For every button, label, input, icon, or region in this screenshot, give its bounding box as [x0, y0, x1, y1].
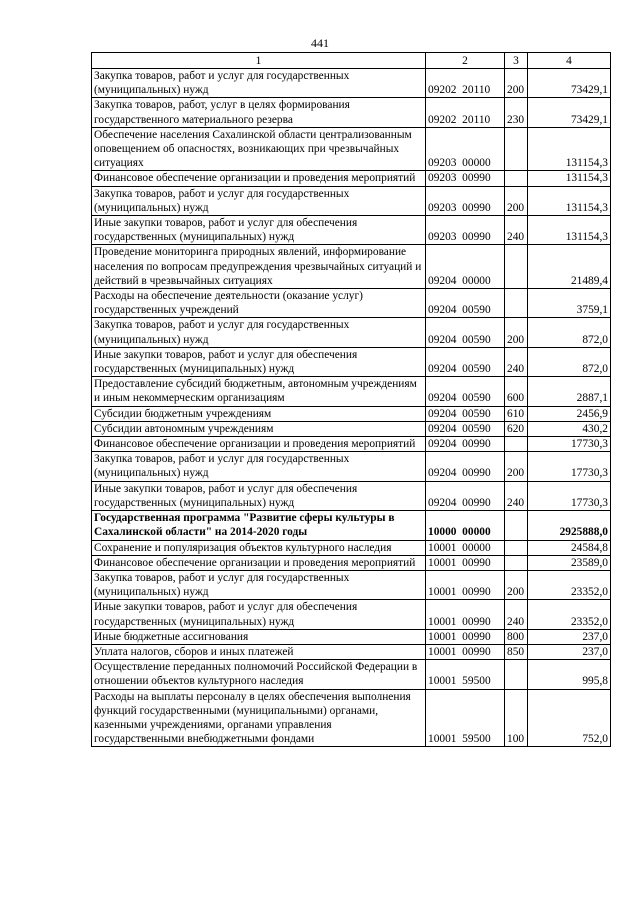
- table-row: [92, 555, 611, 570]
- row-amount-cell: 2456,9: [528, 406, 611, 421]
- row-name-cell: Иные закупки товаров, работ и услуг для обеспечения государственных (муниципальных) нужд: [92, 347, 426, 376]
- row-type-cell: 800: [505, 629, 528, 644]
- header-col-4: 4: [528, 53, 611, 69]
- row-name-cell: Иные закупки товаров, работ и услуг для обеспечения государственных (муниципальных) нужд: [92, 216, 426, 245]
- row-code-cell: 10001 00000: [426, 540, 505, 555]
- budget-table: [91, 52, 611, 747]
- table-row: [92, 452, 611, 481]
- table-row: [92, 69, 611, 98]
- row-code-cell: 09203 00990: [426, 186, 505, 215]
- row-code-cell: 09203 00000: [426, 127, 505, 171]
- row-code-cell: 09202 20110: [426, 98, 505, 127]
- row-type-cell: [505, 555, 528, 570]
- row-name-cell: Государственная программа "Развитие сферы культуры в Сахалинской области" на 2014-2020 годы: [92, 511, 426, 540]
- row-amount-cell: 872,0: [528, 347, 611, 376]
- row-amount-cell: 872,0: [528, 318, 611, 347]
- row-name-cell: Закупка товаров, работ и услуг для государственных (муниципальных) нужд: [92, 318, 426, 347]
- row-type-cell: 610: [505, 406, 528, 421]
- table-row: [92, 127, 611, 171]
- row-code-cell: 09203 00990: [426, 171, 505, 186]
- table-row: [92, 406, 611, 421]
- row-amount-cell: 2925888,0: [528, 511, 611, 540]
- row-code-cell: 09204 00590: [426, 421, 505, 436]
- header-col-2: 2: [426, 53, 505, 69]
- row-amount-cell: 131154,3: [528, 186, 611, 215]
- row-amount-cell: 23352,0: [528, 570, 611, 599]
- row-amount-cell: 3759,1: [528, 289, 611, 318]
- row-type-cell: 100: [505, 689, 528, 747]
- table-row: [92, 347, 611, 376]
- row-name-cell: Предоставление субсидий бюджетным, автономным учреждениям и иным некоммерческим организациям: [92, 377, 426, 406]
- row-type-cell: [505, 127, 528, 171]
- table-row: [92, 511, 611, 540]
- row-type-cell: 850: [505, 644, 528, 659]
- row-code-cell: 09204 00000: [426, 245, 505, 289]
- row-name-cell: Закупка товаров, работ, услуг в целях формирования государственного материального резерва: [92, 98, 426, 127]
- row-code-cell: 09204 00590: [426, 318, 505, 347]
- table-row: [92, 245, 611, 289]
- table-row: [92, 186, 611, 215]
- row-name-cell: Расходы на обеспечение деятельности (оказание услуг) государственных учреждений: [92, 289, 426, 318]
- table-row: [92, 481, 611, 510]
- row-code-cell: 10001 00990: [426, 600, 505, 629]
- row-name-cell: Обеспечение населения Сахалинской области централизованным оповещением об опасностях, возникающих при чрезвычайных ситуациях: [92, 127, 426, 171]
- row-code-cell: 10000 00000: [426, 511, 505, 540]
- row-amount-cell: 23589,0: [528, 555, 611, 570]
- row-amount-cell: 752,0: [528, 689, 611, 747]
- row-type-cell: 200: [505, 318, 528, 347]
- row-name-cell: Расходы на выплаты персоналу в целях обеспечения выполнения функций государственными (муниципальными) органами, казенными учреждениями, органами управления государственными внебюджетными фондами: [92, 689, 426, 747]
- row-code-cell: 09203 00990: [426, 216, 505, 245]
- row-code-cell: 09204 00590: [426, 289, 505, 318]
- row-name-cell: Осуществление переданных полномочий Российской Федерации в отношении объектов культурного наследия: [92, 660, 426, 689]
- table-row: [92, 570, 611, 599]
- row-name-cell: Закупка товаров, работ и услуг для государственных (муниципальных) нужд: [92, 69, 426, 98]
- table-row: [92, 98, 611, 127]
- row-type-cell: 240: [505, 216, 528, 245]
- page-number: 441: [311, 36, 329, 50]
- row-name-cell: Проведение мониторинга природных явлений, информирование населения по вопросам предупреждения чрезвычайных ситуаций и действий в чрезвычайных ситуациях: [92, 245, 426, 289]
- row-amount-cell: 21489,4: [528, 245, 611, 289]
- table-row: [92, 689, 611, 747]
- row-name-cell: Иные закупки товаров, работ и услуг для обеспечения государственных (муниципальных) нужд: [92, 481, 426, 510]
- row-amount-cell: 2887,1: [528, 377, 611, 406]
- row-code-cell: 10001 00990: [426, 555, 505, 570]
- row-name-cell: Закупка товаров, работ и услуг для государственных (муниципальных) нужд: [92, 452, 426, 481]
- table-header-row: [92, 53, 611, 69]
- table-row: [92, 437, 611, 452]
- row-code-cell: 09204 00590: [426, 347, 505, 376]
- row-name-cell: Субсидии бюджетным учреждениям: [92, 406, 426, 421]
- row-name-cell: Уплата налогов, сборов и иных платежей: [92, 644, 426, 659]
- table-row: [92, 600, 611, 629]
- table-row: [92, 289, 611, 318]
- row-type-cell: [505, 437, 528, 452]
- row-type-cell: [505, 289, 528, 318]
- row-amount-cell: 237,0: [528, 629, 611, 644]
- row-type-cell: 200: [505, 570, 528, 599]
- row-name-cell: Финансовое обеспечение организации и проведения мероприятий: [92, 555, 426, 570]
- row-type-cell: 230: [505, 98, 528, 127]
- row-type-cell: 240: [505, 600, 528, 629]
- table-row: [92, 171, 611, 186]
- row-amount-cell: 430,2: [528, 421, 611, 436]
- row-name-cell: Закупка товаров, работ и услуг для государственных (муниципальных) нужд: [92, 186, 426, 215]
- table-row: [92, 660, 611, 689]
- row-name-cell: Финансовое обеспечение организации и проведения мероприятий: [92, 437, 426, 452]
- row-amount-cell: 17730,3: [528, 481, 611, 510]
- header-col-1: 1: [92, 53, 426, 69]
- row-amount-cell: 17730,3: [528, 437, 611, 452]
- row-type-cell: [505, 245, 528, 289]
- row-name-cell: Финансовое обеспечение организации и проведения мероприятий: [92, 171, 426, 186]
- row-type-cell: [505, 660, 528, 689]
- row-amount-cell: 995,8: [528, 660, 611, 689]
- row-amount-cell: 17730,3: [528, 452, 611, 481]
- table-row: [92, 216, 611, 245]
- row-code-cell: 10001 59500: [426, 660, 505, 689]
- row-type-cell: 240: [505, 481, 528, 510]
- row-type-cell: 200: [505, 186, 528, 215]
- row-type-cell: [505, 171, 528, 186]
- row-amount-cell: 23352,0: [528, 600, 611, 629]
- row-amount-cell: 73429,1: [528, 98, 611, 127]
- row-amount-cell: 131154,3: [528, 171, 611, 186]
- row-code-cell: 10001 00990: [426, 629, 505, 644]
- row-code-cell: 09204 00590: [426, 406, 505, 421]
- row-name-cell: Сохранение и популяризация объектов культурного наследия: [92, 540, 426, 555]
- row-type-cell: [505, 511, 528, 540]
- row-type-cell: 620: [505, 421, 528, 436]
- row-amount-cell: 237,0: [528, 644, 611, 659]
- row-code-cell: 09204 00590: [426, 377, 505, 406]
- row-amount-cell: 24584,8: [528, 540, 611, 555]
- row-code-cell: 09204 00990: [426, 437, 505, 452]
- row-code-cell: 09204 00990: [426, 452, 505, 481]
- row-code-cell: 10001 00990: [426, 570, 505, 599]
- row-name-cell: Закупка товаров, работ и услуг для государственных (муниципальных) нужд: [92, 570, 426, 599]
- table-row: [92, 318, 611, 347]
- row-type-cell: 600: [505, 377, 528, 406]
- table-row: [92, 644, 611, 659]
- row-code-cell: 10001 59500: [426, 689, 505, 747]
- row-amount-cell: 131154,3: [528, 127, 611, 171]
- table-row: [92, 629, 611, 644]
- row-code-cell: 09204 00990: [426, 481, 505, 510]
- table-row: [92, 421, 611, 436]
- row-name-cell: Иные закупки товаров, работ и услуг для обеспечения государственных (муниципальных) нужд: [92, 600, 426, 629]
- row-name-cell: Иные бюджетные ассигнования: [92, 629, 426, 644]
- row-code-cell: 10001 00990: [426, 644, 505, 659]
- row-type-cell: 200: [505, 452, 528, 481]
- header-col-3: 3: [505, 53, 528, 69]
- row-amount-cell: 73429,1: [528, 69, 611, 98]
- row-amount-cell: 131154,3: [528, 216, 611, 245]
- row-type-cell: 240: [505, 347, 528, 376]
- row-type-cell: 200: [505, 69, 528, 98]
- row-code-cell: 09202 20110: [426, 69, 505, 98]
- table-row: [92, 377, 611, 406]
- table-row: [92, 540, 611, 555]
- row-name-cell: Субсидии автономным учреждениям: [92, 421, 426, 436]
- row-type-cell: [505, 540, 528, 555]
